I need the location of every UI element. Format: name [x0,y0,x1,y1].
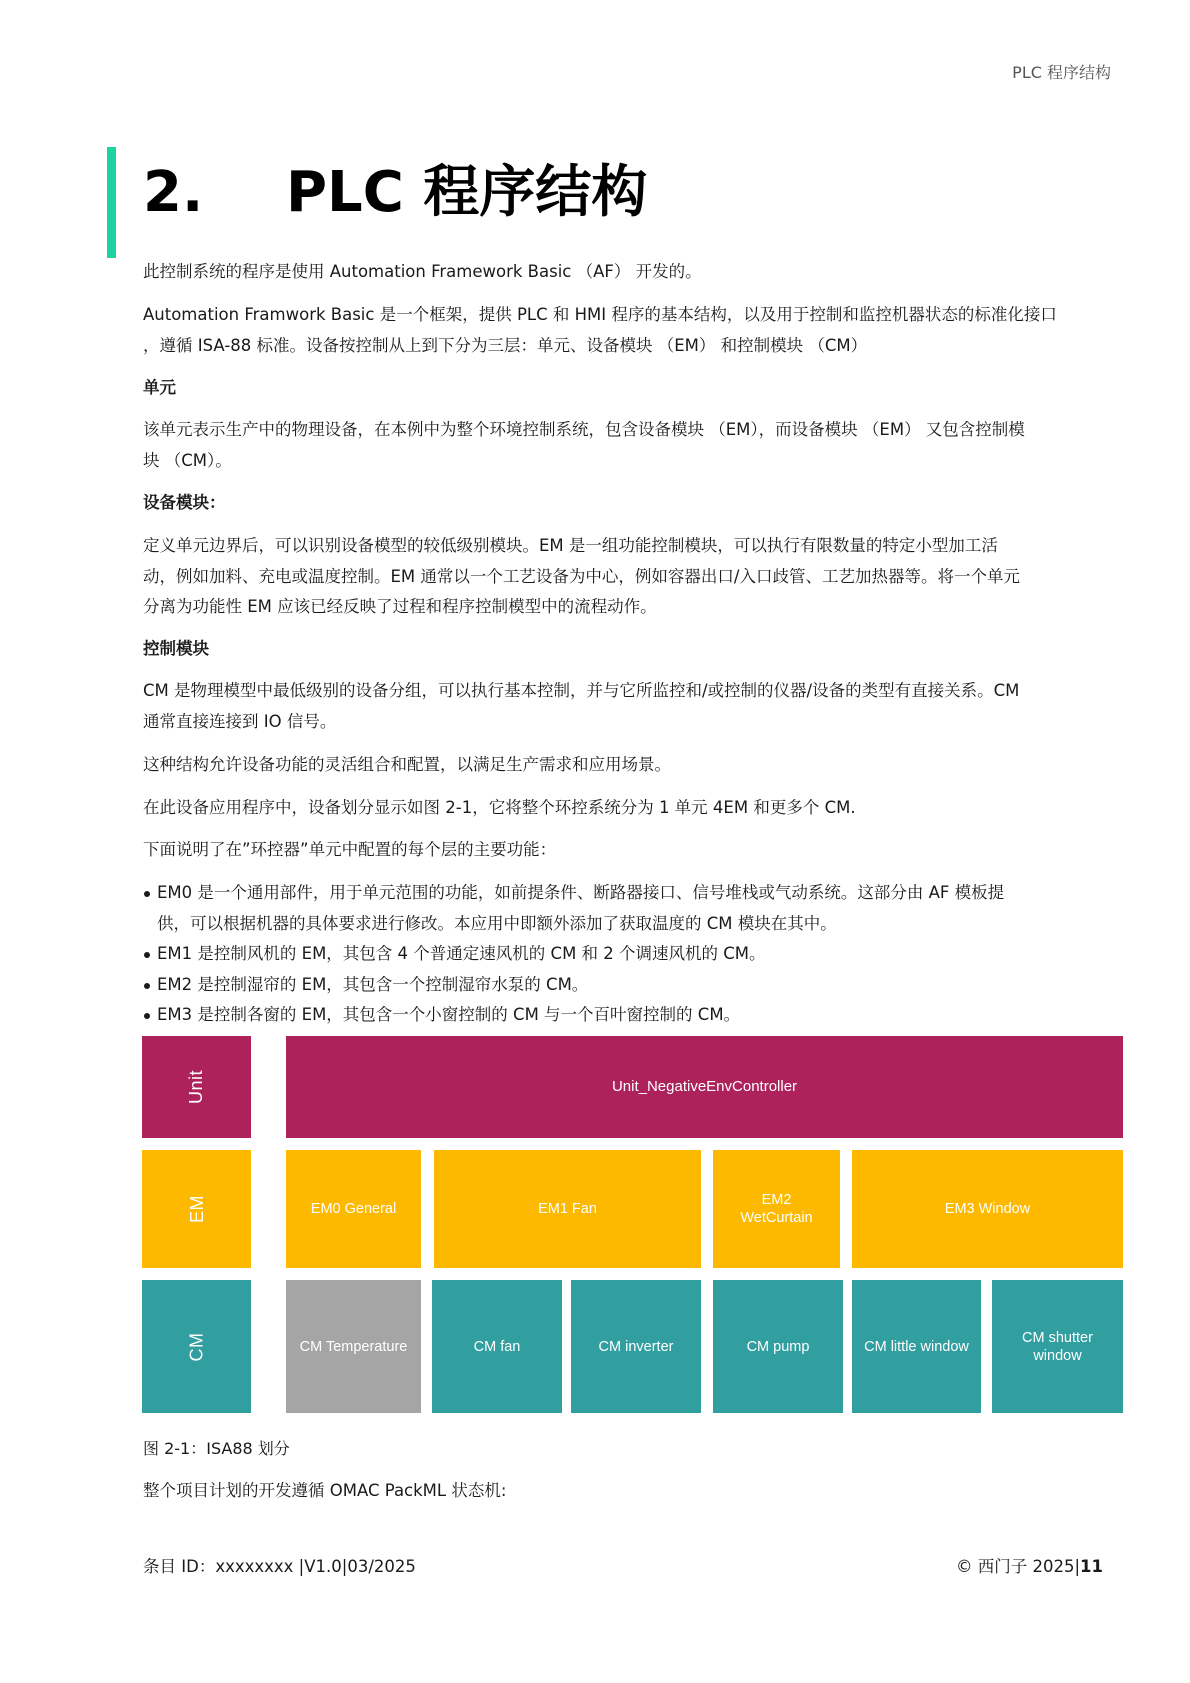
cm-inverter-block: CM inverter [571,1280,701,1413]
cm-shutter-label-line: window [1033,1347,1082,1364]
text-line: 该单元表示生产中的物理设备，在本例中为整个环境控制系统，包含设备模块 （EM），而设备模块 （EM） 又包含控制模 [143,420,1025,439]
figure-caption: 图 2-1：ISA88 划分 [143,1439,290,1458]
chapter-title-text: PLC 程序结构 [286,160,648,225]
paragraph-flexibility: 这种结构允许设备功能的灵活组合和配置，以满足生产需求和应用场景。 [143,755,671,774]
list-item-em0: EM0 是一个通用部件，用于单元范围的功能，如前提条件、断路器接口、信号堆栈或气动系统。这部分由 AF 模板提 [143,878,1123,909]
running-header: PLC 程序结构 [1012,63,1111,82]
row-label-unit [142,1036,251,1138]
paragraph-framework [143,300,1123,361]
paragraph-unit [143,415,1123,476]
heading-equipment-module: 设备模块： [143,493,226,512]
paragraph-division: 在此设备应用程序中，设备划分显示如图 2-1，它将整个环控系统分为 1 单元 4EM 和更多个 CM. [143,798,856,817]
footer-copyright [956,1553,1103,1577]
em2-label-line: EM2 [761,1192,792,1208]
cm-little-window-block: CM little window [852,1280,981,1413]
paragraph-layer-functions: 下面说明了在”环控器”单元中配置的每个层的主要功能： [143,840,557,859]
cm-pump-block: CM pump [713,1280,843,1413]
cm-temperature-block: CM Temperature [286,1280,421,1413]
paragraph-intro: 此控制系统的程序是使用 Automation Framework Basic （AF） 开发的。 [143,262,702,281]
text-line: 块 （CM）。 [143,450,232,470]
cm-fan-block: CM fan [432,1280,562,1413]
list-item-em0-cont: 供，可以根据机器的具体要求进行修改。本应用中即额外添加了获取温度的 CM 模块在其中。 [157,913,837,933]
em2-label-line: WetCurtain [740,1210,813,1226]
text-line: 通常直接连接到 IO 信号。 [143,711,337,731]
chapter-number: 2. [143,160,204,225]
chapter-title [143,160,648,225]
row-label-em [142,1150,251,1268]
row-label-cm [142,1280,251,1413]
text-line: 定义单元边界后，可以识别设备模型的较低级别模块。EM 是一组功能控制模块，可以执行有限数量的特定小型加工活 [143,536,998,555]
list-item-em1: EM1 是控制风机的 EM，其包含 4 个普通定速风机的 CM 和 2 个调速风机的 CM。 [143,939,1123,970]
text-line: Automation Framwork Basic 是一个框架，提供 PLC 和 HMI 程序的基本结构，以及用于控制和监控机器状态的标准化接口 [143,305,1057,324]
text-line: 动，例如加料、充电或温度控制。EM 通常以一个工艺设备为中心，例如容器出口/入口歧管、工艺加热器等。将一个单元 [143,566,1020,586]
copyright-text: © 西门子 2025| [955,1557,1081,1576]
row-label-text: CM [186,1332,207,1361]
cm-shutter-label-line: CM shutter [1022,1329,1093,1346]
list-item-em3: EM3 是控制各窗的 EM，其包含一个小窗控制的 CM 与一个百叶窗控制的 CM。 [143,1000,1123,1031]
text-line: ，遵循 ISA-88 标准。设备按控制从上到下分为三层：单元、设备模块 （EM） 和控制模块 （CM） [143,335,868,355]
row-label-text: EM [186,1195,207,1223]
list-item-em2: EM2 是控制湿帘的 EM，其包含一个控制湿帘水泵的 CM。 [143,970,1123,1001]
cm-shutter-window-block [992,1280,1123,1413]
em-bullet-list [143,878,1123,1031]
footer-document-id: 条目 ID：xxxxxxxx |V1.0|03/2025 [143,1557,416,1576]
text-line: 分离为功能性 EM 应该已经反映了过程和程序控制模型中的流程动作。 [143,597,657,616]
heading-unit: 单元 [143,378,176,397]
paragraph-packml: 整个项目计划的开发遵循 OMAC PackML 状态机: [143,1481,507,1500]
text-line: CM 是物理模型中最低级别的设备分组，可以执行基本控制，并与它所监控和/或控制的仪器/设备的类型有直接关系。CM [143,681,1020,700]
paragraph-equipment-module [143,531,1123,623]
page-number: 11 [1080,1557,1103,1576]
em3-block: EM3 Window [852,1150,1123,1268]
unit-block: Unit_NegativeEnvController [286,1036,1123,1138]
em0-block: EM0 General [286,1150,421,1268]
heading-control-module: 控制模块 [143,639,209,658]
em1-block: EM1 Fan [434,1150,701,1268]
paragraph-control-module [143,676,1123,737]
row-label-text: Unit [186,1069,207,1105]
chapter-accent-bar [107,147,116,258]
em2-block [713,1150,840,1268]
